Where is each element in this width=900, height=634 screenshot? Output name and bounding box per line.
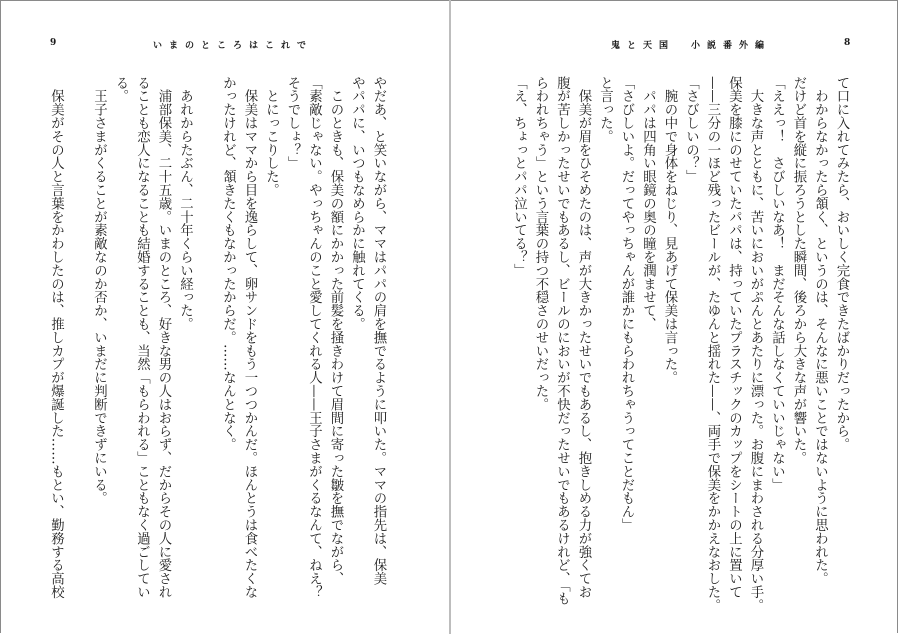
text-line: ることも恋人になることも結婚することも、当然「もらわれる」こともなく過ごしてい	[134, 76, 150, 599]
text-line: だけど首を縦に振ろうとした瞬間、後ろから大きな声が響いた。	[791, 76, 806, 465]
text-line: らわれちゃう」という言葉の持つ不穏さのせいだった。	[533, 76, 548, 411]
text-line: そうでしょ？」	[285, 76, 300, 170]
text-line: ——三分の一ほど残ったビールが、たゆんと揺れた——、両手で保美をかかえなおした。	[705, 76, 720, 612]
text-line: 保美がその人と言葉をかわしたのは、推しカプが爆誕した……もとい、勤務する高校	[48, 76, 64, 599]
left-page-number: 9	[50, 38, 57, 48]
text-line: 腹が苦しかったせいでもあるし、ビールのにおいが不快だったせいでもあるけれど、「も	[554, 76, 570, 606]
text-line: と言った。	[597, 76, 613, 143]
right-running-header: 鬼と天国 小説番外編	[611, 41, 772, 51]
text-line: る。	[113, 76, 128, 103]
right-page-text	[508, 76, 852, 612]
section-break	[67, 76, 89, 596]
text-line: かったけれど、頷きたくもなかったからだ。……なんとなく。	[220, 76, 236, 452]
text-line: 腕の中で身体をねじり、見あげて保美は言った。	[662, 76, 677, 385]
right-page-number: 8	[844, 38, 851, 48]
left-running-header: いまのところはこれで	[153, 41, 314, 51]
text-line: このときも、保美の額にかかった前髪を掻きわけて眉間に寄った皺を撫でながら、	[328, 76, 343, 586]
text-line: やパパに、いつもなめらかに触れてくる。	[349, 76, 365, 331]
text-line: 「素敵じゃない。やっちゃんのこと愛してくれる人——王子さまがくるなんて、ねえ？	[306, 76, 322, 599]
section-break	[196, 76, 218, 596]
text-line: 「ええっ！ さびしいなあ！ まだそんな話しなくていいじゃない」	[769, 76, 785, 492]
text-line: やだあ、と笑いながら、ママはパパの肩を撫でるように叩いた。ママの指先は、保美	[371, 76, 386, 586]
text-line: わからなかったら頷く、というのは、そんなに悪いことではないように思われた。	[812, 76, 828, 586]
text-line: 「さびしいよ。だってやっちゃんが誰かにもらわれちゃうってことだもん」	[619, 76, 634, 532]
text-line: 保美が眉をひそめたのは、声が大きかったせいでもあるし、抱きしめる力が強くてお	[576, 76, 591, 599]
left-page-text	[45, 76, 389, 599]
text-line: 「さびしいの？」	[683, 76, 699, 184]
text-line: て口に入れてみたら、おいしく完食できたばかりだったから。	[834, 76, 849, 452]
text-line: 「え、ちょっとパパ泣いてる？」	[511, 76, 527, 277]
text-line: あれからたぶん、二十年くらい経った。	[177, 76, 193, 331]
text-line: パパは四角い眼鏡の奥の瞳を潤ませて、	[640, 76, 656, 331]
page-gutter-divider	[449, 0, 451, 634]
text-line: 保美を膝にのせていたパパは、持っていたプラスチックのカップをシートの上に置いて	[726, 76, 742, 599]
text-line: 王子さまがくることが素敵なのか否か、いまだに判断できずにいる。	[91, 76, 107, 505]
text-line: 大きな声とともに、苦いにおいがぷんとあたりに漂った。お腹にまわされる分厚い手。	[748, 76, 763, 612]
text-line: 保美はママから目を逸らして、卵サンドをもう一つつかんだ。ほんとうは食べたくな	[242, 76, 257, 599]
text-line: とにっこりした。	[263, 76, 279, 197]
text-line: 浦部保美、二十五歳。いまのところ、好きな男の人はおらず、だからその人に愛され	[156, 76, 171, 599]
